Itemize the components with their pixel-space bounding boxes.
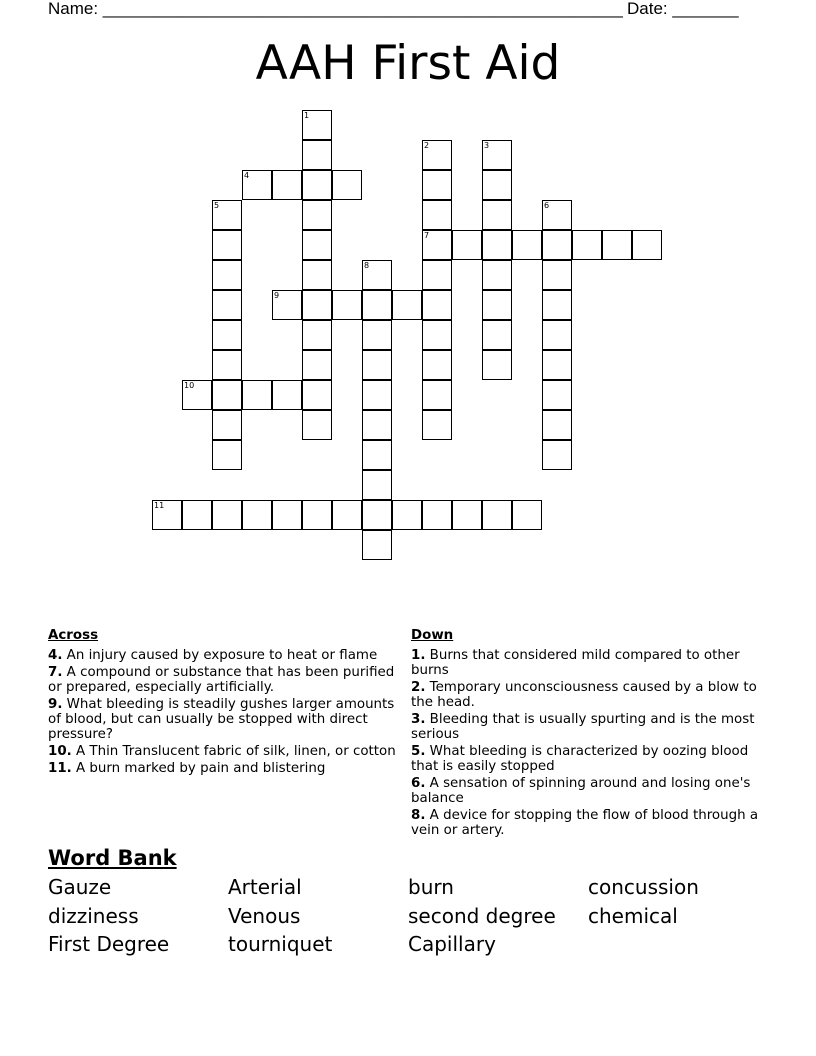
crossword-cell[interactable] [242, 500, 272, 530]
clue-text: Burns that considered mild compared to other burns [411, 648, 740, 678]
across-clue [48, 744, 398, 759]
crossword-cell[interactable] [302, 170, 332, 200]
crossword-cell[interactable] [212, 410, 242, 440]
word-bank-item: burn [408, 875, 454, 899]
cell-number: 11 [154, 501, 165, 510]
across-heading: Across [48, 628, 99, 643]
clue-number: 6. [411, 776, 426, 791]
crossword-cell[interactable] [422, 170, 452, 200]
clue-number: 4. [48, 648, 63, 663]
clue-number: 2. [411, 680, 426, 695]
crossword-cell[interactable] [452, 500, 482, 530]
crossword-cell[interactable] [302, 380, 332, 410]
crossword-cell[interactable] [482, 170, 512, 200]
crossword-cell[interactable] [422, 350, 452, 380]
date-field-label: Date: _______ [627, 0, 739, 18]
crossword-cell[interactable] [542, 350, 572, 380]
cell-number: 6 [544, 201, 550, 210]
across-clues [48, 628, 398, 778]
crossword-cell[interactable] [362, 470, 392, 500]
crossword-cell[interactable] [212, 500, 242, 530]
crossword-cell[interactable] [422, 140, 452, 170]
crossword-cell[interactable] [212, 320, 242, 350]
clue-text: A device for stopping the flow of blood through a vein or artery. [411, 808, 759, 838]
crossword-cell[interactable] [302, 110, 332, 140]
crossword-cell[interactable] [302, 350, 332, 380]
clue-text: A sensation of spinning around and losing one's balance [411, 776, 751, 806]
across-clue [48, 761, 398, 776]
crossword-cell[interactable] [242, 170, 272, 200]
crossword-cell[interactable] [422, 200, 452, 230]
crossword-cell[interactable] [422, 410, 452, 440]
crossword-cell[interactable] [512, 230, 542, 260]
crossword-cell[interactable] [452, 230, 482, 260]
crossword-cell[interactable] [332, 170, 362, 200]
crossword-cell[interactable] [362, 530, 392, 560]
crossword-cell[interactable] [212, 200, 242, 230]
crossword-cell[interactable] [542, 200, 572, 230]
across-clue [48, 648, 398, 663]
crossword-cell[interactable] [392, 500, 422, 530]
crossword-cell[interactable] [212, 440, 242, 470]
across-clue [48, 697, 398, 742]
down-heading: Down [411, 628, 454, 643]
crossword-cell[interactable] [542, 320, 572, 350]
crossword-cell[interactable] [302, 140, 332, 170]
word-bank-item: concussion [588, 875, 699, 899]
clue-text: Temporary unconsciousness caused by a blow to the head. [411, 680, 757, 710]
crossword-cell[interactable] [362, 500, 392, 530]
word-bank-item: chemical [588, 903, 678, 928]
crossword-cell[interactable] [362, 440, 392, 470]
crossword-cell[interactable] [482, 230, 512, 260]
crossword-cell[interactable] [212, 260, 242, 290]
crossword-cell[interactable] [242, 380, 272, 410]
cell-number: 8 [364, 261, 370, 270]
crossword-cell[interactable] [272, 500, 302, 530]
crossword-cell[interactable] [182, 380, 212, 410]
word-bank-item: First Degree [48, 932, 170, 956]
word-bank-item: dizziness [48, 903, 139, 928]
crossword-cell[interactable] [542, 290, 572, 320]
crossword-cell[interactable] [542, 380, 572, 410]
clue-number: 8. [411, 808, 426, 823]
down-clue [411, 680, 761, 710]
crossword-cell[interactable] [302, 260, 332, 290]
crossword-cell[interactable] [482, 350, 512, 380]
down-clue [411, 776, 761, 806]
name-field-label: Name: _______________________________________________________ [48, 0, 623, 18]
clue-number: 11. [48, 761, 72, 776]
clue-number: 9. [48, 697, 63, 712]
down-clue [411, 712, 761, 742]
crossword-cell[interactable] [422, 500, 452, 530]
crossword-cell[interactable] [362, 320, 392, 350]
crossword-cell[interactable] [152, 500, 182, 530]
crossword-cell[interactable] [332, 290, 362, 320]
crossword-cell[interactable] [302, 410, 332, 440]
crossword-cell[interactable] [392, 290, 422, 320]
crossword-cell[interactable] [482, 140, 512, 170]
crossword-cell[interactable] [362, 260, 392, 290]
page-title: AAH First Aid [255, 36, 561, 91]
cell-number: 10 [184, 381, 195, 390]
down-clues [411, 628, 761, 840]
word-bank-item: Gauze [48, 875, 112, 899]
crossword-cell[interactable] [182, 500, 212, 530]
crossword-cell[interactable] [422, 260, 452, 290]
clue-text: A Thin Translucent fabric of silk, linen, or cotton [71, 744, 396, 759]
clue-number: 1. [411, 648, 426, 663]
clue-text: Bleeding that is usually spurting and is the most serious [411, 712, 755, 742]
crossword-cell[interactable] [302, 200, 332, 230]
clue-number: 3. [411, 712, 426, 727]
crossword-cell[interactable] [542, 410, 572, 440]
crossword-cell[interactable] [602, 230, 632, 260]
crossword-cell[interactable] [482, 260, 512, 290]
down-clue [411, 808, 761, 838]
crossword-cell[interactable] [542, 440, 572, 470]
crossword-cell[interactable] [302, 230, 332, 260]
word-bank-item: tourniquet [228, 932, 333, 956]
across-clue [48, 665, 398, 695]
clue-text: A compound or substance that has been purified or prepared, especially artificially. [48, 665, 395, 695]
clue-text: What bleeding is characterized by oozing blood that is easily stopped [411, 744, 749, 774]
word-bank [48, 873, 768, 959]
crossword-cell[interactable] [362, 350, 392, 380]
clue-number: 10. [48, 744, 72, 759]
crossword-cell[interactable] [482, 320, 512, 350]
crossword-cell[interactable] [362, 290, 392, 320]
down-clue [411, 648, 761, 678]
word-bank-item: Arterial [228, 875, 302, 899]
word-bank-item: Venous [228, 903, 301, 928]
cell-number: 7 [424, 231, 430, 240]
crossword-cell[interactable] [422, 230, 452, 260]
crossword-cell[interactable] [482, 500, 512, 530]
clue-number: 7. [48, 665, 63, 680]
crossword-cell[interactable] [212, 230, 242, 260]
cell-number: 4 [244, 171, 250, 180]
crossword-cell[interactable] [212, 380, 242, 410]
cell-number: 2 [424, 141, 430, 150]
crossword-cell[interactable] [332, 500, 362, 530]
crossword-cell[interactable] [572, 230, 602, 260]
crossword-cell[interactable] [542, 230, 572, 260]
crossword-cell[interactable] [482, 200, 512, 230]
clue-text: An injury caused by exposure to heat or flame [62, 648, 378, 663]
crossword-cell[interactable] [422, 290, 452, 320]
word-bank-item: second degree [408, 903, 556, 928]
crossword-cell[interactable] [632, 230, 662, 260]
crossword-cell[interactable] [302, 320, 332, 350]
crossword-cell[interactable] [272, 290, 302, 320]
clue-text: What bleeding is steadily gushes larger amounts of blood, but can usually be stopped with direct pressure? [48, 697, 395, 742]
crossword-cell[interactable] [362, 380, 392, 410]
crossword-cell[interactable] [482, 290, 512, 320]
crossword-cell[interactable] [272, 380, 302, 410]
clue-text: A burn marked by pain and blistering [71, 761, 326, 776]
crossword-cell[interactable] [422, 380, 452, 410]
crossword-cell[interactable] [302, 500, 332, 530]
crossword-cell[interactable] [272, 170, 302, 200]
cell-number: 1 [304, 111, 310, 120]
cell-number: 5 [214, 201, 220, 210]
clue-number: 5. [411, 744, 426, 759]
crossword-cell[interactable] [512, 500, 542, 530]
word-bank-title: Word Bank [48, 846, 177, 870]
crossword-cell[interactable] [422, 320, 452, 350]
crossword-cell[interactable] [302, 290, 332, 320]
crossword-cell[interactable] [212, 290, 242, 320]
cell-number: 9 [274, 291, 280, 300]
crossword-cell[interactable] [362, 410, 392, 440]
crossword-cell[interactable] [212, 350, 242, 380]
crossword-cell[interactable] [542, 260, 572, 290]
word-bank-item: Capillary [408, 932, 496, 956]
cell-number: 3 [484, 141, 490, 150]
down-clue [411, 744, 761, 774]
